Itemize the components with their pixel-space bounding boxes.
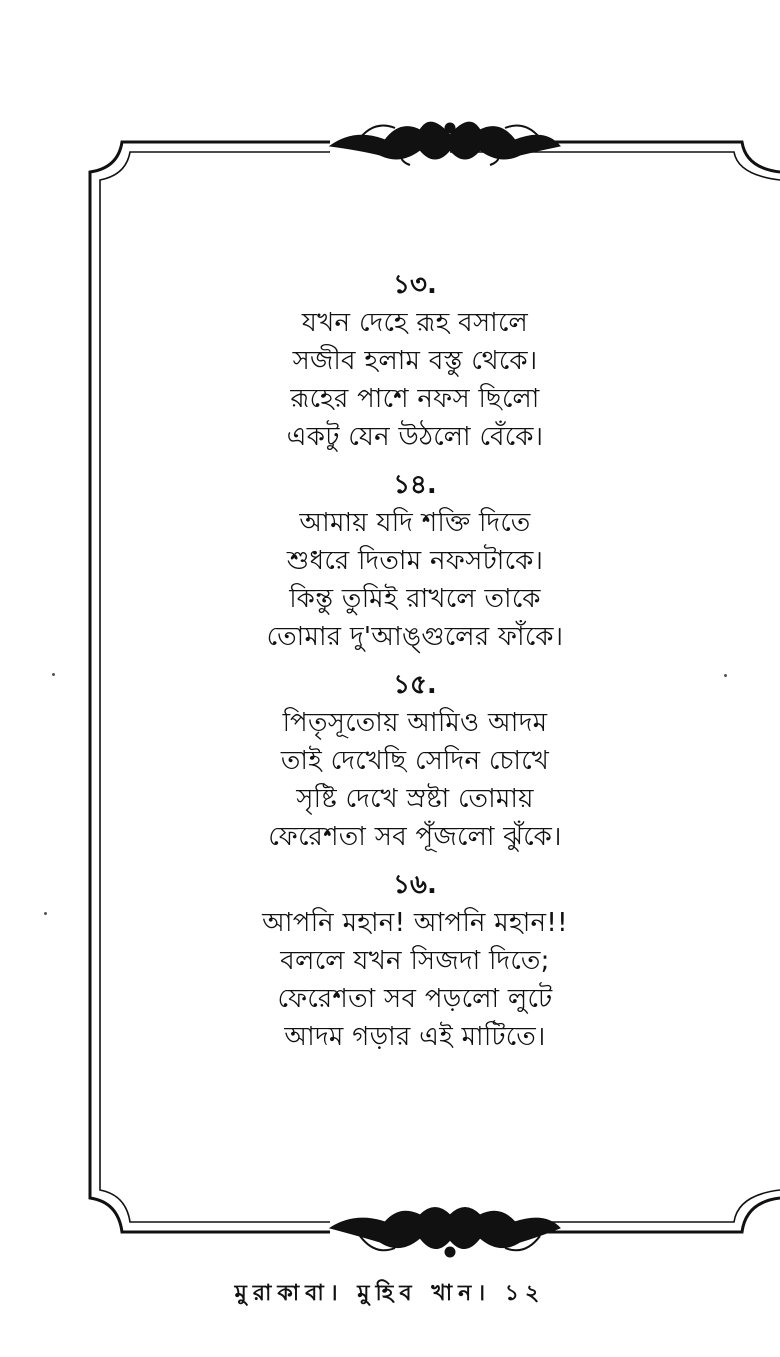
- scan-speck: [724, 674, 727, 677]
- bottom-flourish-ornament: [330, 1208, 560, 1258]
- verse-line: সজীব হলাম বস্তু থেকে।: [292, 346, 538, 376]
- top-flourish-ornament: [330, 122, 560, 165]
- page-footer: মুরাকাবা। মুহিব খান। ১২: [234, 1281, 546, 1306]
- verse-line: আমায় যদি শক্তি দিতে: [299, 508, 531, 538]
- verse-line: সৃষ্টি দেখে স্রষ্টা তোমায়: [296, 784, 534, 814]
- verse-line: শুধরে দিতাম নফসটাকে।: [286, 546, 544, 576]
- scan-speck: [44, 912, 47, 915]
- verse-line: ফেরেশতা সব পূঁজলো ঝুঁকে।: [268, 822, 562, 852]
- verse-line: আদম গড়ার এই মাটিতে।: [284, 1022, 546, 1052]
- poem-body: [110, 268, 720, 1068]
- verse-line: রূহের পাশে নফস ছিলো: [290, 384, 540, 414]
- stanza-number: ১৫.: [393, 670, 437, 700]
- scan-speck: [52, 673, 55, 676]
- stanza-number: ১৩.: [393, 270, 437, 300]
- stanza: [110, 268, 720, 456]
- verse-line: যখন দেহে রূহ বসালে: [301, 308, 529, 338]
- verse-line: বললে যখন সিজদা দিতে;: [280, 946, 550, 976]
- verse-line: একটু যেন উঠলো বেঁকে।: [286, 422, 544, 452]
- stanza-number: ১৪.: [393, 470, 437, 500]
- stanza: [110, 868, 720, 1056]
- verse-line: তাই দেখেছি সেদিন চোখে: [280, 746, 550, 776]
- verse-line: ফেরেশতা সব পড়লো লুটে: [277, 984, 553, 1014]
- verse-line: পিতৃসূতোয় আমিও আদম: [282, 708, 548, 738]
- verse-line: তোমার দু'আঙ্গুলের ফাঁকে।: [266, 622, 564, 652]
- verse-line: কিন্তু তুমিই রাখলে তাকে: [289, 584, 541, 614]
- stanza-number: ১৬.: [393, 870, 437, 900]
- stanza: [110, 468, 720, 656]
- stanza: [110, 668, 720, 856]
- verse-line: আপনি মহান! আপনি মহান!!: [262, 908, 568, 938]
